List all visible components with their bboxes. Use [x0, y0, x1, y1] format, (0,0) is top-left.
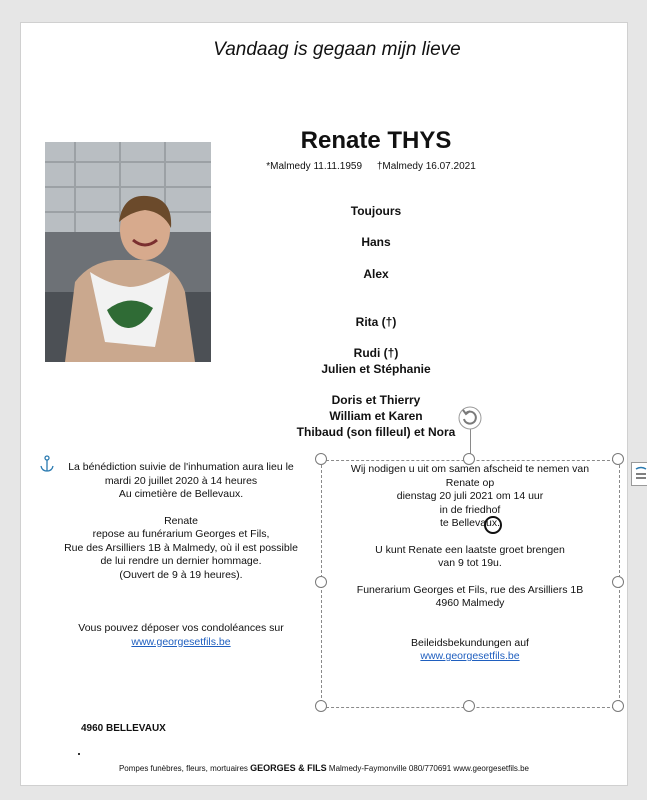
- address: 4960 BELLEVAUX: [81, 723, 166, 734]
- family-member: Toujours: [350, 204, 402, 218]
- notice-line: repose au funérarium Georges et Fils,: [92, 528, 270, 540]
- notice-line: dienstag 20 juli 2021 om 14 uur: [396, 490, 544, 502]
- death-date: †Malmedy 16.07.2021: [376, 161, 476, 172]
- resize-handle-bottom-left[interactable]: [315, 700, 327, 712]
- notice-line: (Ouvert de 9 à 19 heures).: [119, 568, 243, 581]
- notice-line: U kunt Renate een laatste groet brengen: [375, 543, 565, 556]
- family-member: Alex: [363, 267, 389, 281]
- notice-line: Rue des Arsilliers 1B à Malmedy, où il est possible: [64, 541, 298, 554]
- resize-handle-bottom-right[interactable]: [612, 700, 624, 712]
- french-notice: [43, 461, 319, 649]
- notice-line: Wij nodigen u uit om samen afscheid te nemen van: [350, 463, 590, 475]
- condolences-link[interactable]: www.georgesetfils.be: [131, 635, 231, 648]
- footer-pre: Pompes funèbres, fleurs, mortuaires: [118, 764, 248, 773]
- dutch-notice: [321, 463, 619, 664]
- footer-brand: GEORGES & FILS: [250, 763, 327, 773]
- notice-line: Renate op: [445, 476, 495, 489]
- document-page: [20, 22, 628, 786]
- family-member: Doris et Thierry: [331, 393, 421, 407]
- condolences-text: Beileidsbekundungen auf: [411, 636, 529, 649]
- deceased-name: Renate THYS: [300, 127, 452, 154]
- family-member: Hans: [361, 235, 391, 249]
- portrait-photo[interactable]: [45, 142, 211, 362]
- dot-marker: [78, 753, 80, 755]
- layout-options-icon[interactable]: [631, 462, 647, 486]
- birth-date: *Malmedy 11.11.1959: [266, 161, 363, 172]
- family-member: Rudi (†): [353, 346, 399, 360]
- notice-line: mardi 20 juillet 2020 à 14 heures: [104, 474, 258, 487]
- family-member: Thibaud (son filleul) et Nora: [296, 425, 456, 439]
- resize-handle-bottom[interactable]: [463, 700, 475, 712]
- footer: [21, 763, 627, 773]
- family-member: William et Karen: [329, 409, 423, 423]
- footer-post: Malmedy-Faymonville 080/770691 www.georgesetfils.be: [328, 764, 530, 773]
- cursor-icon: [484, 516, 502, 534]
- notice-name: Renate: [164, 514, 198, 527]
- family-member: Rita (†): [355, 315, 397, 329]
- notice-line: 4960 Malmedy: [435, 597, 505, 609]
- rotate-handle-icon[interactable]: [457, 405, 483, 431]
- notice-line: te Bellevaux.: [439, 517, 501, 529]
- condolences-link[interactable]: www.georgesetfils.be: [420, 650, 520, 662]
- condolences-text: Vous pouvez déposer vos condoléances sur: [78, 622, 284, 634]
- notice-line: La bénédiction suivie de l'inhumation aura lieu le: [68, 461, 294, 473]
- notice-line: Au cimetière de Bellevaux.: [118, 488, 244, 500]
- notice-line: de lui rendre un dernier hommage.: [100, 555, 262, 567]
- notice-line: in de friedhof: [439, 503, 501, 516]
- notice-line: van 9 tot 19u.: [438, 557, 502, 569]
- family-member: Julien et Stéphanie: [321, 362, 431, 376]
- notice-line: Funerarium Georges et Fils, rue des Arsilliers 1B: [356, 583, 584, 596]
- life-dates: [201, 161, 541, 172]
- headline: Vandaag is gegaan mijn lieve: [213, 39, 461, 60]
